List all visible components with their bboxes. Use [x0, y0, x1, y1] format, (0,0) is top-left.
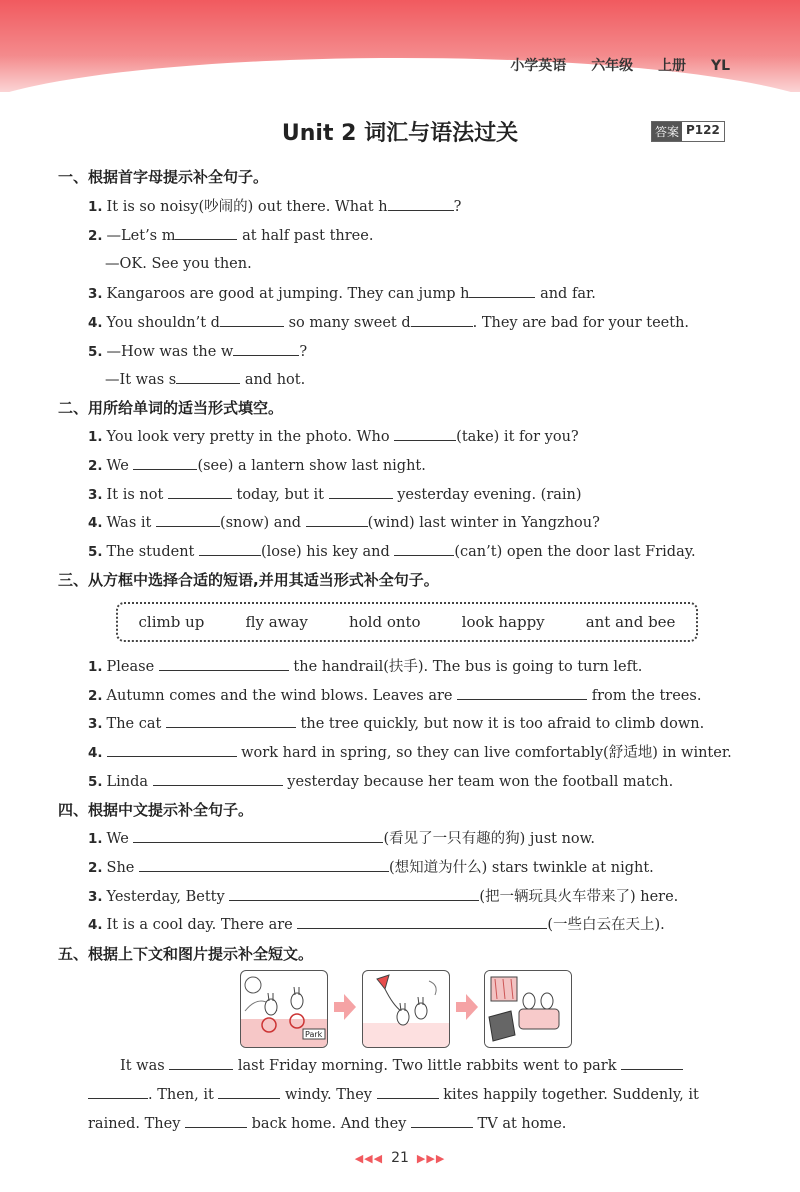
s4-item-1: 1. We (看见了一只有趣的狗) just now. — [88, 828, 595, 849]
phrase-option: climb up — [138, 613, 205, 631]
edition: YL — [710, 58, 730, 74]
s2-item-4: 4. Was it (snow) and (wind) last winter in Yangzhou? — [88, 512, 600, 533]
answer-blank[interactable] — [457, 685, 587, 700]
s4-item-3: 3. Yesterday, Betty (把一辆玩具火车带来了) here. — [88, 886, 678, 907]
answer-blank[interactable] — [411, 312, 473, 327]
phrase-option: ant and bee — [585, 613, 676, 631]
s3-item-5: 5. Linda yesterday because her team won the football match. — [88, 771, 673, 792]
subject: 小学英语 — [510, 58, 567, 74]
answer-blank[interactable] — [233, 341, 299, 356]
answer-blank[interactable] — [88, 1084, 148, 1099]
answer-blank[interactable] — [107, 742, 237, 757]
page-number — [0, 1150, 800, 1166]
answer-blank[interactable] — [297, 914, 547, 929]
s4-item-2: 2. She (想知道为什么) stars twinkle at night. — [88, 857, 654, 878]
s1-item-2-reply: —OK. See you then. — [105, 256, 252, 272]
answer-blank[interactable] — [166, 713, 296, 728]
next-arrows-icon: ▶▶▶ — [416, 1152, 446, 1165]
phrase-box — [116, 602, 698, 642]
phrase-option: hold onto — [348, 613, 421, 631]
s1-item-5-reply: —It was s and hot. — [105, 369, 305, 390]
section-5-title: 五、根据上下文和图片提示补全短文。 — [58, 945, 314, 963]
prev-arrows-icon: ◀◀◀ — [354, 1152, 384, 1165]
answer-blank[interactable] — [159, 656, 289, 671]
passage-line-2: . Then, it windy. They kites happily together. Suddenly, it — [88, 1081, 728, 1110]
s2-item-3: 3. It is not today, but it yesterday evening. (rain) — [88, 484, 582, 505]
answer-blank[interactable] — [169, 1055, 233, 1070]
passage-line-1: It was last Friday morning. Two little rabbits went to park — [120, 1052, 760, 1081]
section-2-title: 二、用所给单词的适当形式填空。 — [58, 399, 284, 417]
answer-blank[interactable] — [377, 1084, 439, 1099]
s3-item-2: 2. Autumn comes and the wind blows. Leaves are from the trees. — [88, 685, 701, 706]
answer-blank[interactable] — [621, 1055, 683, 1070]
picture-flying-kites — [362, 970, 450, 1048]
s1-item-4: 4. You shouldn’t d so many sweet d . They are bad for your teeth. — [88, 312, 689, 333]
park-sign-text: Park — [305, 1030, 323, 1039]
arrow-right-icon — [334, 994, 356, 1020]
section-3-title: 三、从方框中选择合适的短语,并用其适当形式补全句子。 — [58, 571, 439, 589]
answer-label: 答案 — [652, 122, 682, 141]
picture-strip — [240, 970, 570, 1050]
s1-item-5: 5. —How was the w ? — [88, 341, 307, 362]
answer-page: P122 — [686, 123, 720, 137]
answer-blank[interactable] — [469, 283, 535, 298]
answer-blank[interactable] — [394, 541, 454, 556]
s1-item-1: 1. It is so noisy(吵闹的) out there. What h ? — [88, 196, 461, 217]
answer-blank[interactable] — [176, 369, 240, 384]
answer-blank[interactable] — [156, 512, 220, 527]
s3-item-1: 1. Please the handrail(扶手). The bus is going to turn left. — [88, 656, 642, 677]
picture-watching-tv — [484, 970, 572, 1048]
s1-item-2: 2. —Let’s m at half past three. — [88, 225, 373, 246]
answer-blank[interactable] — [388, 196, 454, 211]
answer-blank[interactable] — [168, 484, 232, 499]
answer-blank[interactable] — [199, 541, 261, 556]
book-info — [500, 55, 730, 75]
answer-blank[interactable] — [229, 886, 479, 901]
answer-blank[interactable] — [218, 1084, 280, 1099]
section-4-title: 四、根据中文提示补全句子。 — [58, 801, 254, 819]
s2-item-5: 5. The student (lose) his key and (can’t) open the door last Friday. — [88, 541, 696, 562]
answer-blank[interactable] — [133, 455, 197, 470]
phrase-option: fly away — [245, 613, 308, 631]
answer-blank[interactable] — [133, 828, 383, 843]
answer-reference[interactable] — [651, 121, 725, 142]
answer-blank[interactable] — [139, 857, 389, 872]
answer-blank[interactable] — [153, 771, 283, 786]
page-title: Unit 2 词汇与语法过关 — [281, 121, 519, 146]
s3-item-3: 3. The cat the tree quickly, but now it is too afraid to climb down. — [88, 713, 704, 734]
answer-blank[interactable] — [394, 426, 456, 441]
s3-item-4: 4. work hard in spring, so they can live comfortably(舒适地) in winter. — [88, 742, 732, 763]
arrow-right-icon — [456, 994, 478, 1020]
page-number-value: 21 — [391, 1150, 409, 1166]
s2-item-2: 2. We (see) a lantern show last night. — [88, 455, 426, 476]
s1-item-3: 3. Kangaroos are good at jumping. They can jump h and far. — [88, 283, 596, 304]
answer-blank[interactable] — [306, 512, 368, 527]
picture-rabbits-cycling — [240, 970, 328, 1048]
section-1-title: 一、根据首字母提示补全句子。 — [58, 168, 269, 186]
answer-blank[interactable] — [220, 312, 284, 327]
answer-blank[interactable] — [185, 1113, 247, 1128]
s2-item-1: 1. You look very pretty in the photo. Who (take) it for you? — [88, 426, 579, 447]
volume: 上册 — [658, 58, 687, 74]
answer-blank[interactable] — [411, 1113, 473, 1128]
answer-blank[interactable] — [175, 225, 237, 240]
answer-blank[interactable] — [329, 484, 393, 499]
phrase-option: look happy — [461, 613, 545, 631]
grade: 六年级 — [591, 58, 634, 74]
passage-line-3: rained. They back home. And they TV at home. — [88, 1110, 728, 1139]
s4-item-4: 4. It is a cool day. There are (一些白云在天上). — [88, 914, 665, 935]
